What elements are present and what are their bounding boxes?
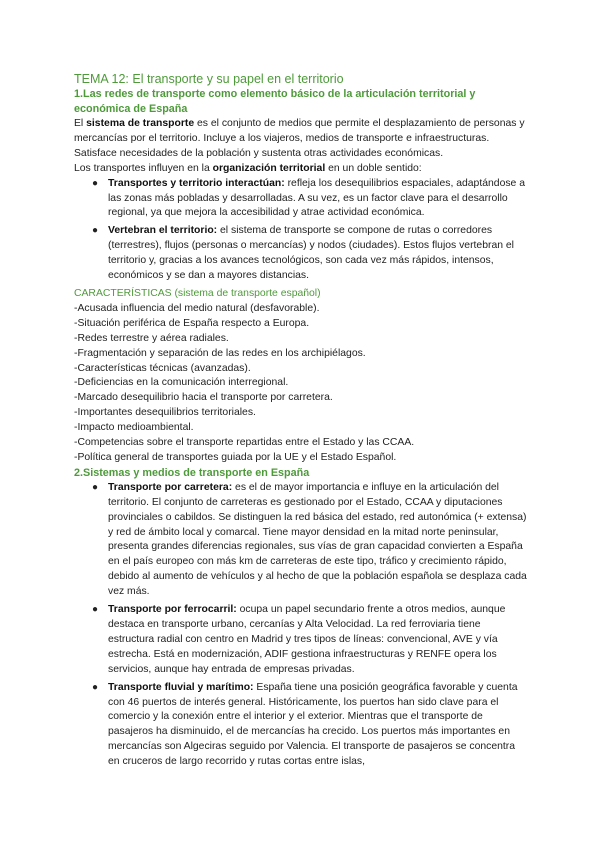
- intro-pre: El: [74, 118, 87, 129]
- bullet-text: el sistema de transporte se compone de rutas o corredores (terrestres), flujos (personas o mercancías) y nodos (ciudades). Estos flujos vertebran el territorio y, gracias a los avances tecnológicos, son cada vez más rápidos, intensos, económicos y se dan a mayores distancias.: [108, 225, 514, 282]
- bullet-text: refleja los desequilibrios espaciales, adaptándose a las zonas más pobladas y desarrolladas. A su vez, es un factor clave para el desarrollo regional, ya que mejora la accesibilidad y atrae actividad económica.: [108, 177, 525, 219]
- intro-bold: sistema de transporte: [86, 118, 195, 129]
- bullet-bold: Transporte por ferrocarril:: [108, 604, 237, 616]
- list-item: -Deficiencias en la comunicación interregional.: [74, 377, 289, 389]
- bullet-bold: Transporte por carretera:: [108, 481, 233, 493]
- list-item: -Marcado desequilibrio hacia el transporte por carretera.: [74, 392, 333, 404]
- bullet-text: es el de mayor importancia e influye en la articulación del territorio. El conjunto de carreteras es gestionado por el Estado, CCAA y diputaciones provinciales o cabildos. Se distinguen la red básica del estado, red autonómica (+ extensa) y red de ámbito local y comarcal. Tiene mayor densidad en la mitad norte peninsular, presenta grandes diferencias regionales, sus vías de gran capacidad convierten a España en el país europeo con más km de carreteras de este tipo, tráfico y crecimiento rápido, debido al aumento de vehículos y al hecho de que la población española se desplaza cada vez más.: [108, 481, 527, 598]
- bullet-icon: ●: [92, 681, 99, 693]
- bullet-icon: ●: [92, 177, 99, 189]
- intro-post: es el conjunto de medios que permite el desplazamiento de personas y mercancías por el territorio. Incluye a los viajeros, medios de transporte e infraestructuras. Satisface necesidades de la población y sustenta otras actividades económicas.: [74, 118, 525, 159]
- list-item: -Competencias sobre el transporte repartidas entre el Estado y las CCAA.: [74, 437, 415, 449]
- bullet-text: España tiene una posición geográfica favorable y cuenta con 46 puertos de interés general. Históricamente, los puertos han sido clave para el comercio y la conexión entre el interior y el exterior. Mientras que el transporte de pasajeros ha disminuido, el de mercancías ha crecido. Los puertos más importantes en mercancías son Algeciras seguido por Valencia. El transporte de pasajeros se concentra en cruceros de largo recorrido y rutas cortas entre islas,: [108, 681, 518, 768]
- section-1-heading: 1.Las redes de transporte como elemento básico de la articulación territorial y económica de España: [74, 88, 476, 115]
- list-item: [92, 481, 528, 600]
- list-item: [92, 681, 528, 770]
- influence-post: en un doble sentido:: [325, 162, 422, 174]
- list-item: -Política general de transportes guiada por la UE y el Estado Español.: [74, 451, 397, 463]
- list-item: -Acusada influencia del medio natural (desfavorable).: [74, 302, 320, 314]
- influence-pre: Los transportes influyen en la: [74, 162, 213, 174]
- characteristics-heading: CARACTERÍSTICAS (sistema de transporte español): [74, 287, 321, 299]
- list-item: [92, 177, 528, 222]
- influence-bold: organización territorial: [212, 162, 326, 174]
- characteristics-list: [74, 302, 528, 466]
- transport-bullet-list: [74, 481, 528, 770]
- list-item: -Impacto medioambiental.: [74, 422, 194, 434]
- bullet-bold: Vertebran el territorio:: [108, 225, 218, 237]
- bullet-bold: Transportes y territorio interactúan:: [108, 177, 285, 189]
- bullet-icon: ●: [92, 481, 99, 493]
- list-item: -Características técnicas (avanzadas).: [74, 362, 251, 374]
- bullet-text: ocupa un papel secundario frente a otros medios, aunque destaca en transporte urbano, cercanías y Alta Velocidad. La red ferroviaria tiene estructura radial con centro en Madrid y tres tipos de líneas: convencional, AVE y vía estrecha. Está en modernización, ADIF gestiona infraestructuras y RENFE opera los servicios, aunque hay entrada de empresas privadas.: [108, 604, 506, 675]
- bullet-icon: ●: [92, 225, 99, 237]
- list-item: -Fragmentación y separación de las redes en los archipiélagos.: [74, 347, 366, 359]
- list-item: -Redes terrestre y aérea radiales.: [74, 332, 229, 344]
- bullet-bold: Transporte fluvial y marítimo:: [108, 681, 254, 693]
- list-item: -Situación periférica de España respecto a Europa.: [74, 317, 310, 329]
- section-2-heading: 2.Sistemas y medios de transporte en España: [74, 466, 310, 479]
- list-item: [92, 224, 528, 284]
- document-title: TEMA 12: El transporte y su papel en el territorio: [74, 72, 344, 86]
- influence-bullet-list: [74, 177, 528, 284]
- influence-paragraph: [74, 162, 528, 177]
- list-item: [92, 603, 528, 678]
- intro-paragraph: [74, 117, 528, 162]
- bullet-icon: ●: [92, 604, 99, 616]
- list-item: -Importantes desequilibrios territoriales.: [74, 407, 256, 419]
